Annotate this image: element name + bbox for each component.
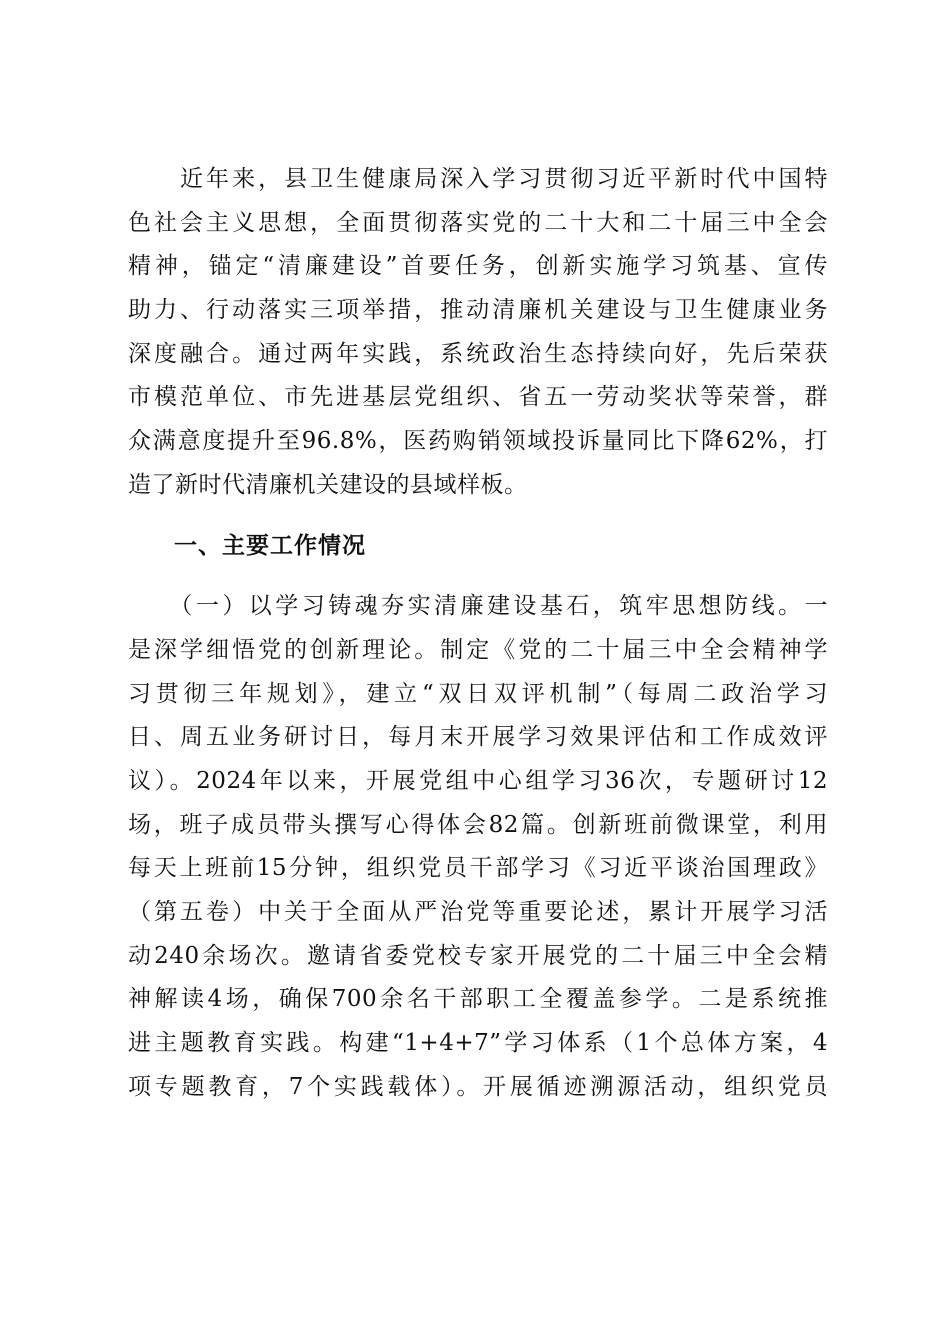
paragraph-line: 场，班子成员带头撰写心得体会82篇。创新班前微课堂，利用: [128, 811, 828, 838]
paragraph-line: 每天上班前15分钟，组织党员干部学习《习近平谈治国理政》: [128, 855, 828, 882]
paragraph-line: 是深学细悟党的创新理论。制定《党的二十届三中全会精神学: [128, 636, 828, 663]
paragraph-line: 精神，锚定“清廉建设”首要任务，创新实施学习筑基、宣传: [128, 253, 828, 280]
paragraph-line: 日、周五业务研讨日，每月末开展学习效果评估和工作成效评: [128, 724, 828, 751]
paragraph-line: 动240余场次。邀请省委党校专家开展党的二十届三中全会精: [128, 942, 828, 969]
intro-paragraph: [128, 158, 828, 508]
paragraph-line: 市模范单位、市先进基层党组织、省五一劳动奖状等荣誉，群: [128, 384, 828, 411]
spacer: [128, 568, 828, 585]
section-paragraph: [128, 585, 828, 1109]
paragraph-line: （第五卷）中关于全面从严治党等重要论述，累计开展学习活: [128, 899, 828, 925]
document-body: [128, 158, 828, 1109]
paragraph-line: 众满意度提升至96.8%，医药购销领域投诉量同比下降62%，打: [128, 428, 828, 455]
paragraph-line: 造了新时代清廉机关建设的县域样板。: [128, 471, 528, 498]
paragraph-line: 议）。2024年以来，开展党组中心组学习36次，专题研讨12: [128, 767, 828, 794]
paragraph-line: 神解读4场，确保700余名干部职工全覆盖参学。二是系统推: [128, 986, 828, 1013]
paragraph-line: 项专题教育，7个实践载体）。开展循迹溯源活动，组织党员: [128, 1073, 828, 1100]
section-heading: 一、主要工作情况: [174, 532, 366, 559]
paragraph-line: 进主题教育实践。构建“1+4+7”学习体系（1个总体方案，4: [128, 1030, 828, 1057]
paragraph-line: 深度融合。通过两年实践，系统政治生态持续向好，先后荣获: [128, 340, 828, 367]
paragraph-line: 近年来，县卫生健康局深入学习贯彻习近平新时代中国特: [128, 166, 828, 192]
paragraph-line: 习贯彻三年规划》，建立“双日双评机制”（每周二政治学习: [128, 680, 828, 707]
paragraph-line: （一）以学习铸魂夯实清廉建设基石，筑牢思想防线。一: [128, 593, 828, 620]
paragraph-line: 助力、行动落实三项举措，推动清廉机关建设与卫生健康业务: [128, 297, 828, 324]
spacer: [128, 508, 828, 525]
paragraph-line: 色社会主义思想，全面贯彻落实党的二十大和二十届三中全会: [128, 209, 828, 236]
